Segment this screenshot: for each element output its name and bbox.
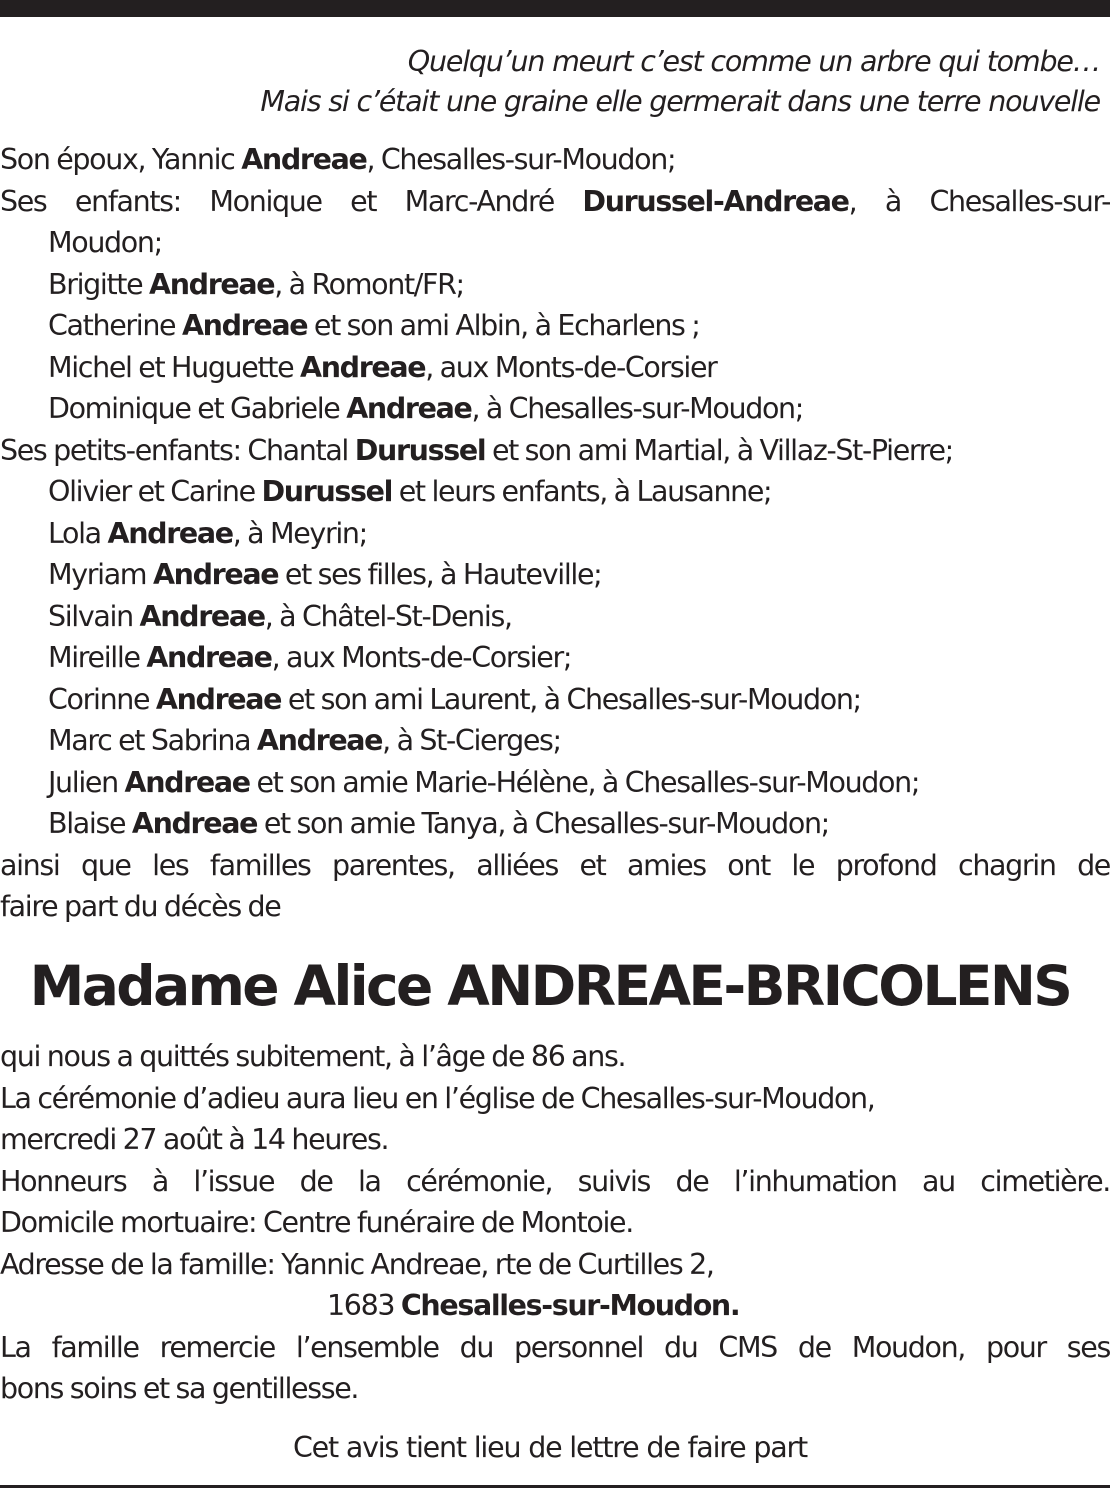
announce-line-2: faire part du décès de bbox=[0, 890, 281, 923]
family-text: , à Meyrin; bbox=[232, 516, 367, 550]
family-text: Moudon; bbox=[48, 226, 162, 259]
family-line bbox=[0, 720, 1110, 762]
family-line bbox=[0, 637, 1110, 679]
family-text: , à St-Cierges; bbox=[382, 724, 561, 757]
family-surname: Andreae bbox=[146, 641, 272, 674]
family-surname: Andreae bbox=[256, 724, 383, 757]
family-text: et son ami Albin, à Echarlens ; bbox=[307, 309, 700, 342]
family-text: Olivier et Carine bbox=[48, 475, 262, 508]
family-line bbox=[0, 222, 1110, 264]
family-line bbox=[0, 264, 1110, 306]
epigraph bbox=[260, 42, 1100, 122]
ceremony-details bbox=[0, 1036, 1110, 1410]
family-surname: Andreae bbox=[139, 599, 265, 633]
family-line bbox=[0, 513, 1110, 555]
family-line-children bbox=[0, 181, 1110, 223]
family-text: et ses filles, à Hauteville; bbox=[278, 558, 602, 591]
family-list bbox=[0, 139, 1110, 928]
family-surname: Andreae bbox=[155, 682, 282, 716]
family-text: Brigitte bbox=[48, 267, 149, 301]
family-text: Julien bbox=[48, 765, 125, 799]
family-surname: Durussel-Andreae bbox=[582, 184, 849, 218]
family-text: , Chesalles-sur-Moudon; bbox=[366, 143, 676, 176]
family-text: , à Chesalles-sur- bbox=[848, 184, 1110, 218]
family-text: Silvain bbox=[48, 599, 140, 633]
epigraph-line-2: Mais si c’était une graine elle germerait dans une terre nouvelle bbox=[260, 85, 1100, 118]
family-surname: Andreae bbox=[241, 143, 367, 176]
family-line bbox=[0, 596, 1110, 638]
family-text: Myriam bbox=[48, 558, 153, 591]
family-text: Michel et Huguette bbox=[48, 350, 300, 384]
family-line-spouse bbox=[0, 139, 1110, 181]
family-line-grandchildren bbox=[0, 430, 1110, 472]
family-text: , à Chesalles-sur-Moudon; bbox=[471, 392, 804, 425]
detail-line: mercredi 27 août à 14 heures. bbox=[0, 1123, 389, 1156]
family-line bbox=[0, 471, 1110, 513]
bottom-border-rule bbox=[0, 1485, 1110, 1488]
family-line bbox=[0, 347, 1110, 389]
town-name: Chesalles-sur-Moudon. bbox=[400, 1289, 740, 1322]
family-text: et son ami Martial, à Villaz-St-Pierre; bbox=[485, 433, 953, 467]
family-surname: Andreae bbox=[346, 392, 472, 425]
detail-line: La cérémonie d’adieu aura lieu en l’église de Chesalles-sur-Moudon, bbox=[0, 1081, 875, 1115]
family-text: , à Châtel-St-Denis, bbox=[264, 599, 512, 633]
family-surname: Andreae bbox=[124, 765, 250, 799]
family-surname: Durussel bbox=[261, 475, 393, 508]
deceased-name: Madame Alice ANDREAE-BRICOLENS bbox=[29, 954, 1071, 1018]
family-line bbox=[0, 803, 1110, 845]
top-border-rule bbox=[0, 0, 1110, 17]
family-text: , aux Monts-de-Corsier; bbox=[271, 641, 572, 674]
family-text: Ses enfants: Monique et Marc-André bbox=[0, 184, 583, 218]
family-text: Mireille bbox=[48, 641, 147, 674]
family-text: et son amie Marie-Hélène, à Chesalles-sur-Moudon; bbox=[249, 765, 920, 799]
family-address-town bbox=[0, 1285, 1110, 1327]
family-surname: Andreae bbox=[107, 516, 233, 550]
family-text: Marc et Sabrina bbox=[48, 724, 257, 757]
detail-line: Domicile mortuaire: Centre funéraire de Montoie. bbox=[0, 1206, 633, 1239]
detail-line: qui nous a quittés subitement, à l’âge de 86 ans. bbox=[0, 1040, 626, 1073]
family-text: Blaise bbox=[48, 807, 132, 840]
family-line bbox=[0, 554, 1110, 596]
family-text: Catherine bbox=[48, 309, 182, 342]
family-text: Lola bbox=[48, 516, 108, 550]
thanks-line-2: bons soins et sa gentillesse. bbox=[0, 1372, 359, 1405]
family-text: Son époux, Yannic bbox=[0, 143, 242, 176]
family-surname: Andreae bbox=[131, 807, 258, 840]
family-surname: Andreae bbox=[149, 267, 275, 301]
family-text: Dominique et Gabriele bbox=[48, 392, 347, 425]
family-address-line: Adresse de la famille: Yannic Andreae, rte de Curtilles 2, bbox=[0, 1247, 714, 1281]
family-surname: Andreae bbox=[300, 350, 426, 384]
announce-line-1: ainsi que les familles parentes, alliées et amies ont le profond chagrin de bbox=[0, 848, 1110, 882]
family-line bbox=[0, 762, 1110, 804]
family-text: et leurs enfants, à Lausanne; bbox=[392, 475, 772, 508]
family-text: Ses petits-enfants: Chantal bbox=[0, 433, 355, 467]
family-surname: Andreae bbox=[181, 309, 308, 342]
family-text: , aux Monts-de-Corsier bbox=[425, 350, 717, 384]
epigraph-line-1: Quelqu’un meurt c’est comme un arbre qui tombe… bbox=[407, 45, 1100, 78]
thanks-line-1: La famille remercie l’ensemble du personnel du CMS de Moudon, pour ses bbox=[0, 1330, 1110, 1364]
family-line bbox=[0, 679, 1110, 721]
family-surname: Andreae bbox=[152, 558, 279, 591]
family-text: , à Romont/FR; bbox=[274, 267, 464, 301]
postcode: 1683 bbox=[327, 1289, 401, 1322]
family-text: Corinne bbox=[48, 682, 156, 716]
detail-line: Honneurs à l’issue de la cérémonie, suivis de l’inhumation au cimetière. bbox=[0, 1164, 1110, 1198]
family-text: et son ami Laurent, à Chesalles-sur-Moudon; bbox=[281, 682, 861, 716]
family-line bbox=[0, 305, 1110, 347]
closing-note: Cet avis tient lieu de lettre de faire part bbox=[292, 1431, 808, 1464]
family-surname: Durussel bbox=[354, 433, 486, 467]
family-text: et son amie Tanya, à Chesalles-sur-Moudon; bbox=[257, 807, 829, 840]
family-line bbox=[0, 388, 1110, 430]
